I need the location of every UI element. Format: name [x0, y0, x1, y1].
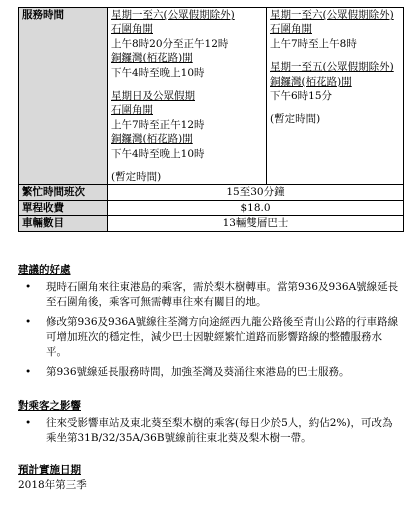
- block1-line: 石圍角開: [270, 23, 312, 36]
- schedule-heading: 預計實施日期: [18, 464, 81, 476]
- fleet-value: 13輛雙層巴士: [108, 216, 404, 231]
- frequency-row: [19, 185, 404, 200]
- bullet-icon: •: [25, 417, 32, 429]
- fleet-row: [19, 216, 404, 231]
- holiday-line: 石圍角開: [111, 104, 153, 117]
- list-item-text: 修改第936及936A號線往荃灣方向途經西九龍公路後至青山公路的行車路線可增加班次的穩定性，減少巴士因駛經繁忙道路而影響路線的整體服務水平。: [46, 316, 399, 358]
- service-hours-label: 服務時間: [19, 8, 108, 185]
- list-item: [18, 416, 402, 446]
- block2-header: 星期一至五(公眾假期除外): [270, 61, 394, 74]
- service-hours-row: [19, 8, 404, 185]
- service-hours-column-a: [108, 8, 267, 185]
- impact-list: [18, 416, 402, 451]
- list-item: [18, 280, 402, 310]
- weekday-header: 星期一至六(公眾假期除外): [111, 9, 235, 21]
- benefits-list: [18, 280, 402, 385]
- holiday-line: 下午4時至晚上10時: [111, 147, 205, 160]
- weekday-line: 石圍角開: [111, 23, 153, 36]
- holiday-line: 銅鑼灣(栢花路)開: [111, 133, 193, 146]
- block2-line: 銅鑼灣(栢花路)開: [270, 75, 352, 88]
- tentative-note: (暫定時間): [270, 113, 321, 126]
- bullet-icon: •: [25, 316, 32, 328]
- frequency-value: 15至30分鐘: [108, 185, 404, 200]
- fleet-label: 車輛數目: [19, 216, 108, 231]
- list-item: [18, 365, 402, 380]
- frequency-label: 繁忙時間班次: [19, 185, 108, 200]
- impact-heading: 對乘客之影響: [18, 400, 81, 412]
- weekday-line: 下午4時至晚上10時: [111, 66, 205, 79]
- schedule-value: 2018年第三季: [18, 479, 87, 491]
- block2-line: 下午6時15分: [270, 90, 333, 103]
- list-item-text: 往來受影響車站及東北葵至梨木樹的乘客(每日少於5人，約佔2%)，可改為乘坐第31B/32/35A/36B號線前往東北葵及梨木樹一帶。: [46, 417, 393, 444]
- weekday-line: 上午8時20分至正午12時: [111, 37, 229, 50]
- fare-value: $18.0: [108, 200, 404, 215]
- bullet-icon: •: [25, 281, 32, 293]
- list-item-text: 第936號線延長服務時間，加強荃灣及葵涌往來港島的巴士服務。: [46, 366, 350, 378]
- holiday-header: 星期日及公眾假期: [111, 90, 195, 103]
- fare-row: [19, 200, 404, 215]
- block1-line: 上午7時至上午8時: [270, 37, 357, 50]
- bullet-icon: •: [25, 366, 32, 378]
- tentative-note: (暫定時間): [111, 171, 162, 184]
- block1-header: 星期一至六(公眾假期除外): [270, 9, 394, 21]
- benefits-heading: 建議的好處: [18, 264, 71, 276]
- holiday-line: 上午7時至正午12時: [111, 118, 205, 131]
- list-item-text: 現時石圍角來往東港島的乘客，需於梨木樹轉車。當第936及936A號線延長至石圍角後，乘客可無需轉車往來有關目的地。: [46, 281, 399, 308]
- list-item: [18, 315, 402, 360]
- weekday-line: 銅鑼灣(栢花路)開: [111, 52, 193, 65]
- fare-label: 單程收費: [19, 200, 108, 215]
- service-details-table: [18, 7, 404, 232]
- service-hours-column-b: [267, 8, 404, 185]
